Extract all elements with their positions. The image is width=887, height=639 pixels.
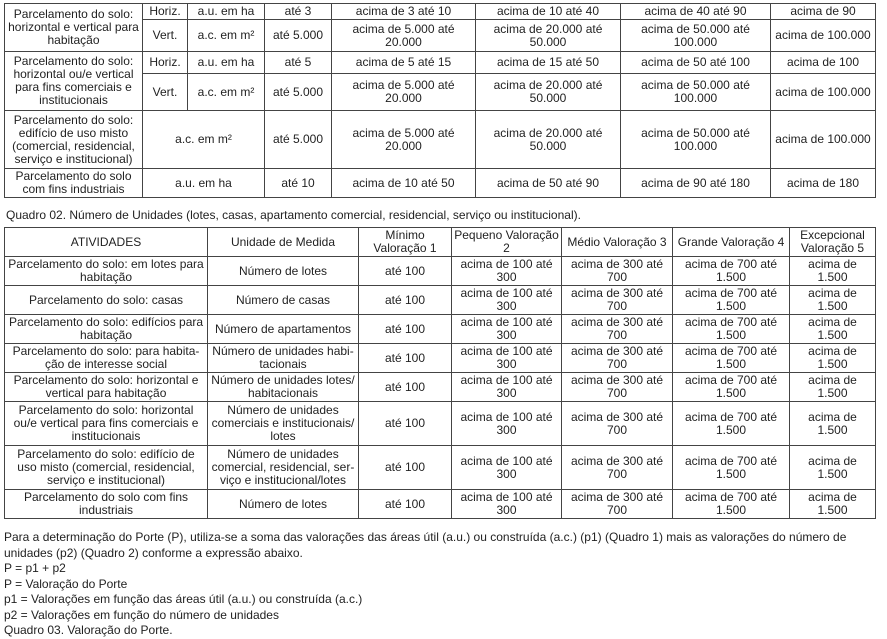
header-cell: Médio Valoração 3 — [562, 228, 673, 257]
value-cell: acima de 180 — [771, 169, 876, 198]
table-row — [5, 344, 876, 373]
value-cell: acima de 5.000 até 20.000 — [332, 20, 476, 52]
value-cell: acima de 700 até 1.500 — [673, 286, 790, 315]
value-cell: acima de 40 até 90 — [621, 4, 771, 20]
activity-label: Parcelamento do solo: horizontal ou/e vertical para fins comerciais e institucionais — [5, 52, 143, 111]
value-cell: acima de 50 até 90 — [476, 169, 621, 198]
unit-cell: a.c. em m² — [188, 20, 265, 52]
value-cell: acima de 100.000 — [771, 74, 876, 111]
value-cell: acima de 1.500 — [790, 315, 876, 344]
value-cell: acima de 50.000 até 100.000 — [621, 20, 771, 52]
unit-cell: a.u. em ha — [188, 4, 265, 20]
table-row — [5, 111, 876, 169]
unit-cell: Número de lotes — [208, 490, 359, 519]
header-cell: Pequeno Valoração 2 — [452, 228, 562, 257]
value-cell: até 100 — [359, 373, 452, 402]
header-row — [5, 228, 876, 257]
type-cell: Horiz. — [143, 4, 188, 20]
value-cell: acima de 20.000 até 50.000 — [476, 74, 621, 111]
quadro-03-caption: Quadro 03. Valoração do Porte. — [4, 623, 173, 637]
value-cell: acima de 100 até 300 — [452, 490, 562, 519]
value-cell: acima de 1.500 — [790, 257, 876, 286]
paragraph: Para a determinação do Porte (P), utiliza-se a soma das valorações das áreas útil (a.u.) ou construída (a.c.) (p1) (Quadro 1) mais as valorações do número de unidades (p2) (Quadro 2) conforme a expressão abaixo. — [4, 530, 847, 560]
value-cell: acima de 700 até 1.500 — [673, 402, 790, 446]
unit-cell: a.u. em ha — [188, 52, 265, 74]
unit-cell: a.u. em ha — [143, 169, 265, 198]
value-cell: acima de 100 até 300 — [452, 344, 562, 373]
value-cell: até 5 — [265, 52, 332, 74]
value-cell: acima de 15 até 50 — [476, 52, 621, 74]
value-cell: acima de 100 até 300 — [452, 446, 562, 490]
type-cell: Vert. — [143, 20, 188, 52]
quadro-01-table — [4, 3, 876, 198]
table-row — [5, 286, 876, 315]
porte-explanation — [4, 530, 880, 639]
value-cell: acima de 100 — [771, 52, 876, 74]
definition-p: P = Valoração do Porte — [4, 576, 128, 591]
activity-label: Parcelamento do solo com fins industriais — [5, 169, 143, 198]
value-cell: acima de 300 até 700 — [562, 446, 673, 490]
quadro-02-table — [4, 227, 876, 519]
value-cell: acima de 700 até 1.500 — [673, 490, 790, 519]
value-cell: até 100 — [359, 490, 452, 519]
value-cell: acima de 20.000 até 50.000 — [476, 111, 621, 169]
formula: P = p1 + p2 — [4, 561, 66, 575]
value-cell: acima de 10 até 50 — [332, 169, 476, 198]
value-cell: acima de 300 até 700 — [562, 373, 673, 402]
value-cell: acima de 100.000 — [771, 111, 876, 169]
value-cell: acima de 100 até 300 — [452, 286, 562, 315]
table-row — [5, 446, 876, 490]
value-cell: acima de 300 até 700 — [562, 490, 673, 519]
activity-cell: Parcelamento do solo: edifício de uso misto (comercial, residencial, serviço e institucional) — [5, 446, 208, 490]
activity-cell: Parcelamento do solo: edifícios para habitação — [5, 315, 208, 344]
value-cell: acima de 3 até 10 — [332, 4, 476, 20]
table-row — [5, 373, 876, 402]
value-cell: acima de 10 até 40 — [476, 4, 621, 20]
value-cell: acima de 700 até 1.500 — [673, 373, 790, 402]
value-cell: acima de 50.000 até 100.000 — [621, 74, 771, 111]
value-cell: até 10 — [265, 169, 332, 198]
value-cell: acima de 90 — [771, 4, 876, 20]
value-cell: acima de 90 até 180 — [621, 169, 771, 198]
value-cell: acima de 5 até 15 — [332, 52, 476, 74]
table-row — [5, 315, 876, 344]
unit-cell: Número de unidades lotes/ habitacionais — [208, 373, 359, 402]
value-cell: acima de 100 até 300 — [452, 373, 562, 402]
header-cell: Excepcional Valoração 5 — [790, 228, 876, 257]
value-cell: até 5.000 — [265, 74, 332, 111]
value-cell: acima de 1.500 — [790, 344, 876, 373]
value-cell: acima de 100.000 — [771, 20, 876, 52]
header-cell: ATIVIDADES — [5, 228, 208, 257]
value-cell: acima de 1.500 — [790, 490, 876, 519]
header-cell: Unidade de Medida — [208, 228, 359, 257]
table-row — [5, 402, 876, 446]
value-cell: acima de 700 até 1.500 — [673, 446, 790, 490]
activity-label: Parcelamento do solo: edifício de uso misto (comercial, residencial, serviço e institucional) — [5, 111, 143, 169]
unit-cell: a.c. em m² — [143, 111, 265, 169]
definition-p1: p1 = Valorações em função das áreas útil (a.u.) ou construída (a.c.) — [4, 592, 363, 606]
activity-cell: Parcelamento do solo: horizontal e vertical para habitação — [5, 373, 208, 402]
type-cell: Horiz. — [143, 52, 188, 74]
table-row — [5, 490, 876, 519]
value-cell: até 5.000 — [265, 111, 332, 169]
unit-cell: Número de apartamentos — [208, 315, 359, 344]
value-cell: acima de 50.000 até 100.000 — [621, 111, 771, 169]
value-cell: acima de 700 até 1.500 — [673, 257, 790, 286]
unit-cell: Número de unidades comerciais e institucionais/ lotes — [208, 402, 359, 446]
header-cell: Grande Valoração 4 — [673, 228, 790, 257]
definition-p2: p2 = Valorações em função do número de unidades — [4, 607, 279, 622]
value-cell: acima de 1.500 — [790, 446, 876, 490]
value-cell: acima de 5.000 até 20.000 — [332, 74, 476, 111]
activity-cell: Parcelamento do solo com fins industriais — [5, 490, 208, 519]
value-cell: acima de 5.000 até 20.000 — [332, 111, 476, 169]
value-cell: até 3 — [265, 4, 332, 20]
value-cell: acima de 50 até 100 — [621, 52, 771, 74]
value-cell: acima de 300 até 700 — [562, 257, 673, 286]
activity-label: Parcelamento do solo: horizontal e vertical para habitação — [5, 4, 143, 52]
activity-cell: Parcelamento do solo: em lotes para habitação — [5, 257, 208, 286]
value-cell: acima de 700 até 1.500 — [673, 344, 790, 373]
unit-cell: a.c. em m² — [188, 74, 265, 111]
value-cell: acima de 1.500 — [790, 373, 876, 402]
value-cell: até 100 — [359, 286, 452, 315]
value-cell: até 100 — [359, 344, 452, 373]
unit-cell: Número de unidades habi- tacionais — [208, 344, 359, 373]
type-cell: Vert. — [143, 74, 188, 111]
table-row — [5, 4, 876, 20]
quadro-02-caption: Quadro 02. Número de Unidades (lotes, casas, apartamento comercial, residencial, serviço ou institucional). — [6, 208, 581, 222]
value-cell: acima de 1.500 — [790, 286, 876, 315]
activity-cell: Parcelamento do solo: casas — [5, 286, 208, 315]
value-cell: acima de 300 até 700 — [562, 402, 673, 446]
value-cell: acima de 100 até 300 — [452, 402, 562, 446]
value-cell: até 100 — [359, 446, 452, 490]
value-cell: acima de 300 até 700 — [562, 315, 673, 344]
unit-cell: Número de casas — [208, 286, 359, 315]
activity-cell: Parcelamento do solo: horizontal ou/e vertical para fins comerciais e institucionais — [5, 402, 208, 446]
unit-cell: Número de unidades comercial, residencial, ser- viço e institucional/lotes — [208, 446, 359, 490]
table-row — [5, 257, 876, 286]
value-cell: até 100 — [359, 315, 452, 344]
value-cell: acima de 100 até 300 — [452, 315, 562, 344]
value-cell: acima de 300 até 700 — [562, 344, 673, 373]
value-cell: acima de 700 até 1.500 — [673, 315, 790, 344]
table-row — [5, 169, 876, 198]
value-cell: até 100 — [359, 402, 452, 446]
value-cell: acima de 1.500 — [790, 402, 876, 446]
unit-cell: Número de lotes — [208, 257, 359, 286]
value-cell: acima de 300 até 700 — [562, 286, 673, 315]
header-cell: Mínimo Valoração 1 — [359, 228, 452, 257]
value-cell: até 100 — [359, 257, 452, 286]
value-cell: acima de 20.000 até 50.000 — [476, 20, 621, 52]
value-cell: acima de 100 até 300 — [452, 257, 562, 286]
value-cell: até 5.000 — [265, 20, 332, 52]
activity-cell: Parcelamento do solo: para habita- ção de interesse social — [5, 344, 208, 373]
table-row — [5, 52, 876, 74]
